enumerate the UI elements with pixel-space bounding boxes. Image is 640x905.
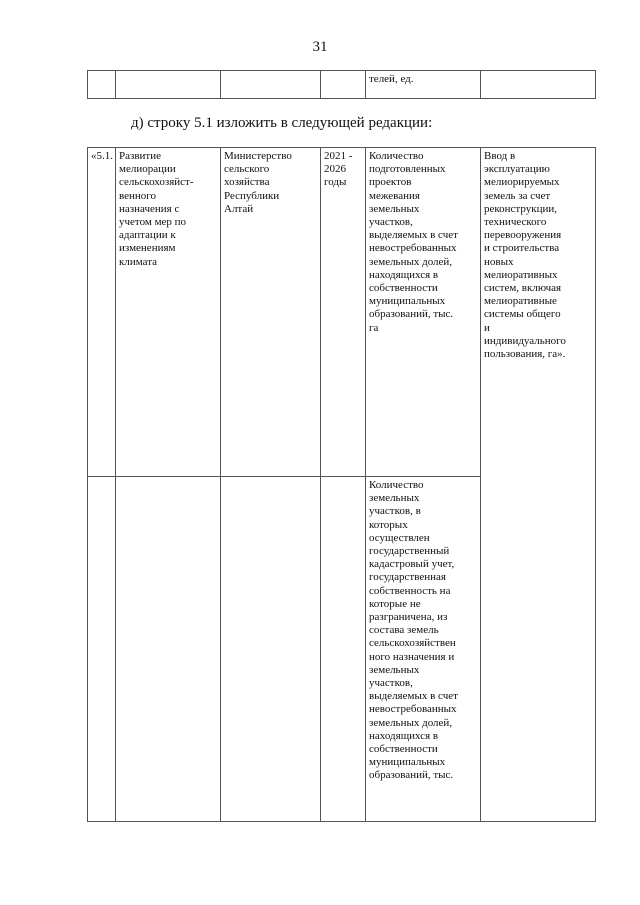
executor-cell (221, 148, 321, 477)
table-cell (88, 477, 116, 822)
executor: Министерство сельского хозяйства Республики Алтай (224, 150, 292, 215)
table-cell (366, 71, 481, 99)
indicator-2: Количество земельных участков, в которых осуществлен государственный кадастровый учет, государственная собственность на которые не разграничена, из состава земель сельскохозяйствен ного назначения и земельных участков, выделяемых в счет невостребованных земельных долей, находящихся в собственности муниципальных образований, тыс. (369, 479, 458, 782)
indicator-1: Количество подготовленных проектов межевания земельных участков, выделяемых в счет невостребованных земельных долей, находящихся в собственности муниципальных образований, тыс. га (369, 150, 458, 334)
table-cell (221, 71, 321, 99)
expected-result: Ввод в эксплуатацию мелиорируемых земель за счет реконструкции, технического перевооружения и строительства новых мелиоративных систем, включая мелиоративные системы общего и индивидуального пользования, га». (484, 150, 566, 361)
amendment-instruction: д) строку 5.1 изложить в следующей редакции: (131, 115, 433, 131)
table-cell (116, 477, 221, 822)
table-cell (321, 71, 366, 99)
years: 2021 - 2026 годы (324, 150, 353, 189)
table-cell (481, 71, 596, 99)
table-row-5-1 (87, 147, 596, 822)
measure-name: Развитие мелиорации сельскохозяйст- венного назначения с учетом мер по адаптации к изменениям климата (119, 150, 194, 268)
table-cell (88, 71, 116, 99)
table-fragment-previous (87, 70, 596, 99)
indicator-cell-1 (366, 148, 481, 477)
table-cell (221, 477, 321, 822)
years-cell (321, 148, 366, 477)
table-cell (116, 71, 221, 99)
page-number: 31 (312, 39, 328, 55)
table-row (88, 71, 596, 99)
indicator-cell-2 (366, 477, 481, 822)
cell-fragment-text: телей, ед. (369, 73, 414, 85)
measure-name-cell (116, 148, 221, 477)
row-number-cell (88, 148, 116, 477)
result-cell (481, 148, 596, 822)
table-row (88, 148, 596, 477)
row-number: «5.1. (91, 150, 113, 162)
table-cell (321, 477, 366, 822)
